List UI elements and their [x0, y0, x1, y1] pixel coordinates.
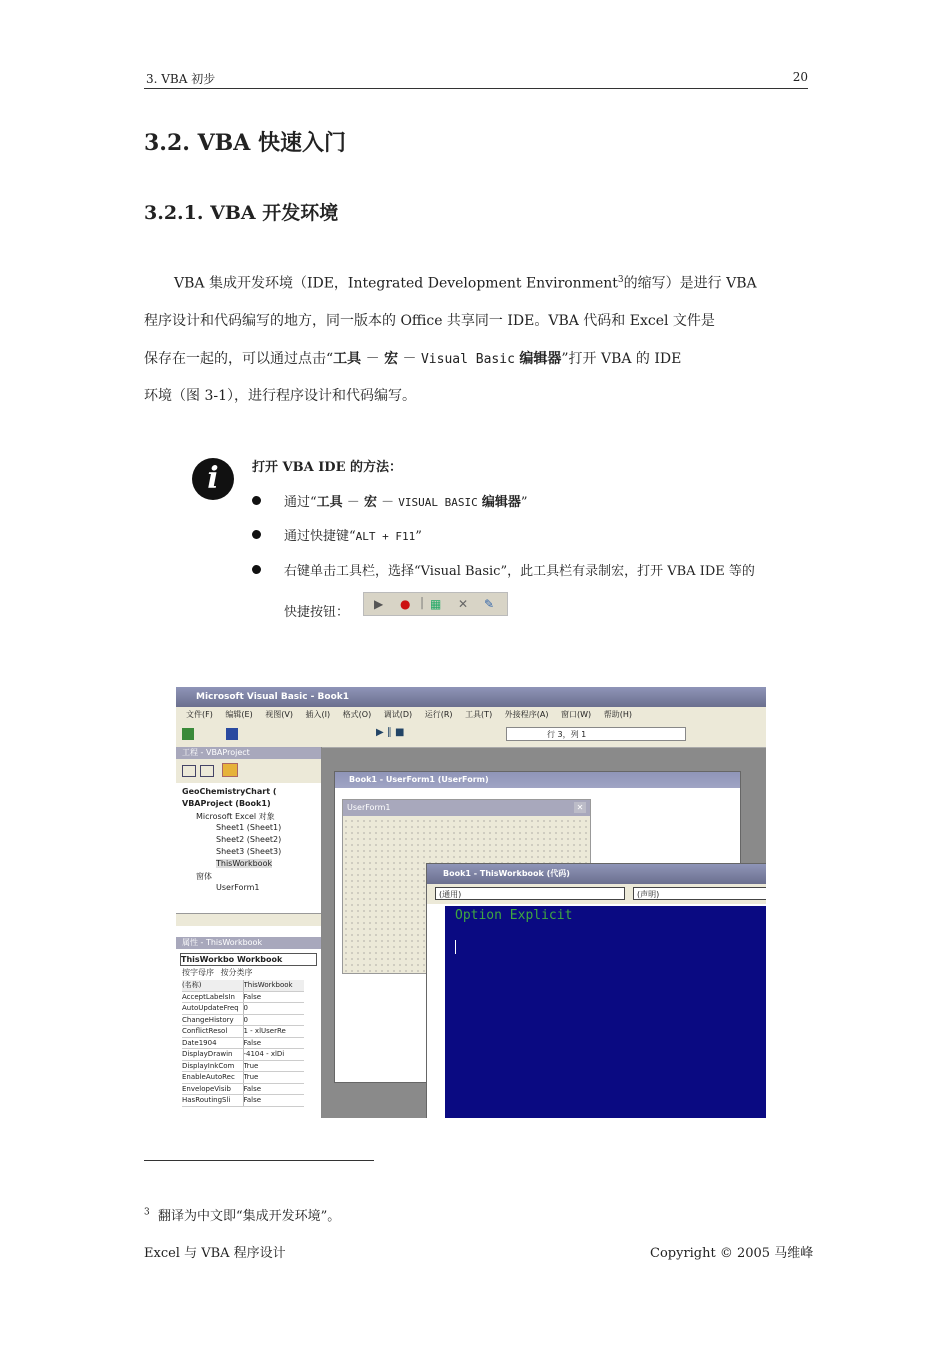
paragraph-line-3: 保存在一起的，可以通过点击“工具 － 宏 － Visual Basic 编辑器”打开 VBA 的 IDE	[144, 350, 682, 367]
footer-left: Excel 与 VBA 程序设计	[144, 1246, 286, 1261]
prop-name: DisplayDrawin	[182, 1049, 244, 1060]
props-row[interactable]	[182, 1061, 304, 1073]
vbe-title: Microsoft Visual Basic - Book1	[196, 692, 350, 702]
menu-help[interactable]: 帮助(H)	[603, 710, 632, 719]
menu-addins[interactable]: 外接程序(A)	[504, 710, 549, 719]
section-title: 3.2. VBA 快速入门	[144, 130, 346, 156]
paragraph-line-1: VBA 集成开发环境（IDE，Integrated Development Environment$^3$的缩写）是进行 VBA	[174, 275, 757, 292]
page-number: 20	[792, 70, 808, 84]
code-window-title: Book1 - ThisWorkbook (代码)	[427, 864, 766, 884]
vbe-toolbar	[176, 723, 766, 748]
vbe-screenshot	[176, 687, 766, 1118]
save-icon[interactable]	[226, 728, 238, 740]
prop-name: Date1904	[182, 1038, 244, 1049]
prop-value: False	[243, 1096, 262, 1104]
menu-file[interactable]: 文件(F)	[186, 710, 213, 719]
tab-categorized[interactable]: 按分类序	[220, 968, 253, 977]
tab-alphabetic[interactable]: 按字母序	[182, 968, 214, 977]
form-window-title: Book1 - UserForm1 (UserForm)	[335, 772, 740, 788]
props-row[interactable]	[182, 992, 304, 1004]
close-icon[interactable]: ✕	[574, 802, 586, 813]
code-editor[interactable]	[445, 906, 766, 1118]
tree-item[interactable]: ThisWorkbook	[216, 859, 273, 868]
position-indicator: 行 3，列 1	[506, 727, 686, 741]
prop-value: 1 - xlUserRe	[243, 1027, 286, 1035]
body-paragraph	[144, 262, 808, 416]
tree-item[interactable]: VBAProject (Book1)	[182, 799, 271, 808]
props-row[interactable]	[182, 1015, 304, 1027]
props-row[interactable]	[182, 1095, 304, 1107]
text-caret	[455, 940, 456, 954]
userform-caption: UserForm1 ✕	[343, 800, 590, 816]
menu-window[interactable]: 窗口(W)	[561, 710, 592, 719]
footnote: $^3$ 翻译为中文即“集成开发环境”。	[144, 1207, 341, 1224]
subsection-title: 3.2.1. VBA 开发环境	[144, 202, 339, 224]
tree-item[interactable]: UserForm1	[216, 883, 260, 892]
info-icon: i	[192, 458, 234, 500]
run-icon[interactable]: ▶ ∥ ■	[376, 727, 405, 738]
project-pane-title: 工程 - VBAProject	[176, 747, 321, 759]
menu-view[interactable]: 视图(V)	[265, 710, 293, 719]
prop-value: 0	[243, 1015, 248, 1024]
view-object-icon[interactable]	[200, 765, 214, 777]
prop-value: False	[243, 1084, 262, 1093]
object-combo[interactable]: (通用)	[435, 887, 625, 900]
vbe-menu-bar	[176, 707, 766, 723]
prop-name: EnvelopeVisib	[182, 1084, 244, 1095]
procedure-combo[interactable]: (声明)	[633, 887, 766, 900]
project-explorer	[176, 747, 322, 937]
design-mode-icon: ✕	[458, 597, 469, 611]
prop-name: AutoUpdateFreq	[182, 1003, 244, 1014]
tree-item[interactable]: Sheet2 (Sheet2)	[216, 835, 282, 844]
separator-icon: |	[420, 595, 425, 609]
tree-item[interactable]: Sheet3 (Sheet3)	[216, 847, 282, 856]
prop-value: False	[243, 1038, 262, 1047]
menu-edit[interactable]: 编辑(E)	[225, 710, 253, 719]
project-tree	[176, 783, 321, 913]
properties-window	[176, 937, 322, 1118]
props-row[interactable]	[182, 1003, 304, 1015]
bullet-dot-icon	[252, 530, 261, 539]
tree-item[interactable]: Sheet1 (Sheet1)	[216, 823, 282, 832]
prop-name: ChangeHistory	[182, 1015, 244, 1026]
menu-format[interactable]: 格式(O)	[342, 710, 372, 719]
footer-right: Copyright © 2005 马维峰	[650, 1246, 814, 1261]
vb-toolbar-image	[363, 592, 508, 616]
note-title: 打开 VBA IDE 的方法：	[252, 460, 403, 475]
bullet-dot-icon	[252, 565, 261, 574]
horizontal-scrollbar[interactable]	[176, 913, 321, 926]
prop-name: DisplayInkCom	[182, 1061, 244, 1072]
vb-editor-icon: ✎	[484, 597, 495, 611]
menu-debug[interactable]: 调试(D)	[383, 710, 413, 719]
code-window	[426, 863, 766, 1118]
project-pane-toolbar	[176, 759, 321, 783]
code-combos	[427, 884, 766, 904]
prop-value: 0	[243, 1004, 248, 1012]
running-header	[144, 68, 808, 89]
prop-name: ConflictResol	[182, 1026, 244, 1037]
footnote-ref: 3	[617, 275, 624, 285]
paragraph-line-4: 环境（图 3-1），进行程序设计和代码编写。	[144, 388, 416, 405]
toggle-folders-icon[interactable]	[222, 763, 238, 777]
props-row[interactable]	[182, 1049, 304, 1061]
props-row[interactable]	[182, 1084, 304, 1096]
prop-value: ThisWorkbook	[243, 981, 293, 989]
props-table	[182, 980, 304, 1107]
prop-name: EnableAutoRec	[182, 1072, 244, 1083]
prop-value: True	[243, 1061, 259, 1070]
note-bullet-3-cont: 快捷按钮：	[284, 605, 350, 620]
prop-value: False	[243, 992, 262, 1001]
tree-item[interactable]: 窗体	[196, 872, 212, 881]
props-row[interactable]	[182, 1026, 304, 1038]
props-row[interactable]	[182, 980, 304, 992]
prop-name: (名称)	[182, 980, 244, 991]
prop-name: HasRoutingSli	[182, 1095, 244, 1106]
prop-value: True	[243, 1073, 259, 1081]
run-macro-icon: ▶	[374, 597, 384, 611]
object-dropdown[interactable]: ThisWorkbo Workbook	[180, 953, 317, 966]
footnote-rule	[144, 1160, 374, 1161]
props-tabs	[176, 966, 321, 980]
tree-item[interactable]: Microsoft Excel 对象	[196, 812, 275, 821]
vbe-title-bar	[176, 687, 766, 707]
paragraph-line-2: 程序设计和代码编写的地方，同一版本的 Office 共享同一 IDE。VBA 代码和 Excel 文件是	[144, 313, 715, 330]
menu-insert[interactable]: 插入(I)	[305, 710, 331, 719]
code-line: Option Explicit	[455, 908, 573, 923]
tree-item[interactable]: GeoChemistryChart (	[182, 787, 277, 796]
excel-icon[interactable]	[182, 728, 194, 740]
view-code-icon[interactable]	[182, 765, 196, 777]
menu-run[interactable]: 运行(R)	[424, 710, 453, 719]
record-macro-icon: ●	[400, 597, 411, 611]
prop-name: AcceptLabelsIn	[182, 992, 244, 1003]
bullet-dot-icon	[252, 496, 261, 505]
controls-toolbox-icon: ▦	[430, 597, 442, 611]
props-row[interactable]	[182, 1072, 304, 1084]
props-row[interactable]	[182, 1038, 304, 1050]
props-pane-title: 属性 - ThisWorkbook	[176, 937, 321, 949]
header-chapter: 3. VBA 初步	[146, 72, 216, 86]
menu-tools[interactable]: 工具(T)	[465, 710, 493, 719]
prop-value: -4104 - xlDi	[243, 1050, 285, 1058]
